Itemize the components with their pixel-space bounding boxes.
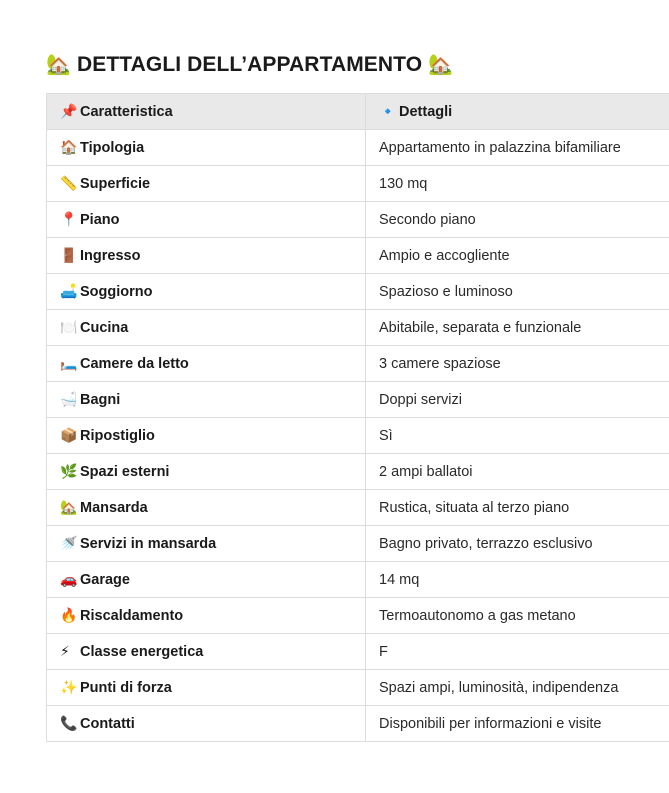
- row-feature-label: Mansarda: [80, 499, 148, 516]
- row-value: Sì: [366, 418, 669, 454]
- table-row: [47, 130, 669, 166]
- row-value: 14 mq: [366, 562, 669, 598]
- table-header-row: [47, 94, 669, 130]
- table-row: [47, 418, 669, 454]
- telephone-icon: 📞: [60, 715, 78, 732]
- row-feature: [47, 562, 366, 598]
- row-feature-label: Cucina: [80, 319, 129, 336]
- row-value: Doppi servizi: [366, 382, 669, 418]
- row-feature-label: Spazi esterni: [80, 463, 170, 480]
- row-feature-label: Classe energetica: [80, 643, 204, 660]
- row-feature: [47, 202, 366, 238]
- door-icon: 🚪: [60, 247, 78, 264]
- row-feature-label: Garage: [80, 571, 130, 588]
- row-value: Spazioso e luminoso: [366, 274, 669, 310]
- row-value: F: [366, 634, 669, 670]
- table-row: [47, 454, 669, 490]
- row-feature-label: Camere da letto: [80, 355, 189, 372]
- row-feature: [47, 274, 366, 310]
- row-feature: [47, 454, 366, 490]
- table-row: [47, 562, 669, 598]
- table-row: [47, 634, 669, 670]
- row-feature: [47, 346, 366, 382]
- row-feature: [47, 382, 366, 418]
- row-feature-label: Superficie: [80, 175, 151, 192]
- row-feature: [47, 130, 366, 166]
- plate-cutlery-icon: 🍽️: [60, 319, 78, 336]
- house-garden-icon: 🏡: [60, 499, 78, 516]
- row-feature: [47, 490, 366, 526]
- house-garden-icon: 🏡: [46, 52, 72, 76]
- row-value: Ampio e accogliente: [366, 238, 669, 274]
- row-feature-label: Servizi in mansarda: [80, 535, 217, 552]
- row-value: Disponibili per informazioni e visite: [366, 706, 669, 742]
- header-feature-label: Caratteristica: [80, 103, 173, 120]
- header-feature: [47, 94, 366, 130]
- row-value: Secondo piano: [366, 202, 669, 238]
- row-value: Rustica, situata al terzo piano: [366, 490, 669, 526]
- row-feature-label: Punti di forza: [80, 679, 172, 696]
- header-details: [366, 94, 669, 130]
- apartment-details-table-container: [46, 93, 669, 742]
- house-icon: 🏠: [60, 139, 78, 156]
- table-row: [47, 166, 669, 202]
- row-feature: [47, 706, 366, 742]
- fire-icon: 🔥: [60, 607, 78, 624]
- ruler-icon: 📏: [60, 175, 78, 192]
- row-feature-label: Ingresso: [80, 247, 141, 264]
- lightning-icon: ⚡: [60, 643, 70, 660]
- table-row: [47, 274, 669, 310]
- table-row: [47, 670, 669, 706]
- row-feature-label: Bagni: [80, 391, 121, 408]
- table-row: [47, 598, 669, 634]
- row-value: Termoautonomo a gas metano: [366, 598, 669, 634]
- house-garden-icon: 🏡: [428, 52, 454, 76]
- header-details-label: Dettagli: [399, 103, 453, 120]
- row-feature: [47, 310, 366, 346]
- map-pin-icon: 📍: [60, 211, 78, 228]
- row-feature-label: Piano: [80, 211, 120, 228]
- bathtub-icon: 🛁: [60, 391, 78, 408]
- blue-diamond-icon: 🔹: [379, 103, 397, 120]
- table-row: [47, 310, 669, 346]
- table-row: [47, 202, 669, 238]
- row-value: Bagno privato, terrazzo esclusivo: [366, 526, 669, 562]
- shower-icon: 🚿: [60, 535, 78, 552]
- row-feature-label: Contatti: [80, 715, 135, 732]
- row-feature-label: Riscaldamento: [80, 607, 184, 624]
- table-row: [47, 526, 669, 562]
- car-icon: 🚗: [60, 571, 78, 588]
- bed-icon: 🛏️: [60, 355, 78, 372]
- page-title: [46, 52, 453, 77]
- row-value: Spazi ampi, luminosità, indipendenza: [366, 670, 669, 706]
- sparkles-icon: ✨: [60, 679, 78, 696]
- row-feature: [47, 634, 366, 670]
- herb-icon: 🌿: [60, 463, 78, 480]
- row-value: 2 ampi ballatoi: [366, 454, 669, 490]
- couch-icon: 🛋️: [60, 283, 78, 300]
- package-icon: 📦: [60, 427, 78, 444]
- table-row: [47, 346, 669, 382]
- apartment-details-table: [46, 93, 669, 742]
- row-feature-label: Ripostiglio: [80, 427, 155, 444]
- row-feature-label: Soggiorno: [80, 283, 153, 300]
- pushpin-icon: 📌: [60, 103, 78, 120]
- row-feature: [47, 526, 366, 562]
- table-row: [47, 490, 669, 526]
- row-value: Appartamento in palazzina bifamiliare: [366, 130, 669, 166]
- row-feature: [47, 418, 366, 454]
- page-title-text: DETTAGLI DELL’APPARTAMENTO: [76, 53, 423, 76]
- row-feature: [47, 238, 366, 274]
- row-feature: [47, 670, 366, 706]
- row-feature-label: Tipologia: [80, 139, 145, 156]
- row-value: 130 mq: [366, 166, 669, 202]
- table-row: [47, 382, 669, 418]
- row-value: 3 camere spaziose: [366, 346, 669, 382]
- table-row: [47, 238, 669, 274]
- row-feature: [47, 598, 366, 634]
- row-value: Abitabile, separata e funzionale: [366, 310, 669, 346]
- table-row: [47, 706, 669, 742]
- row-feature: [47, 166, 366, 202]
